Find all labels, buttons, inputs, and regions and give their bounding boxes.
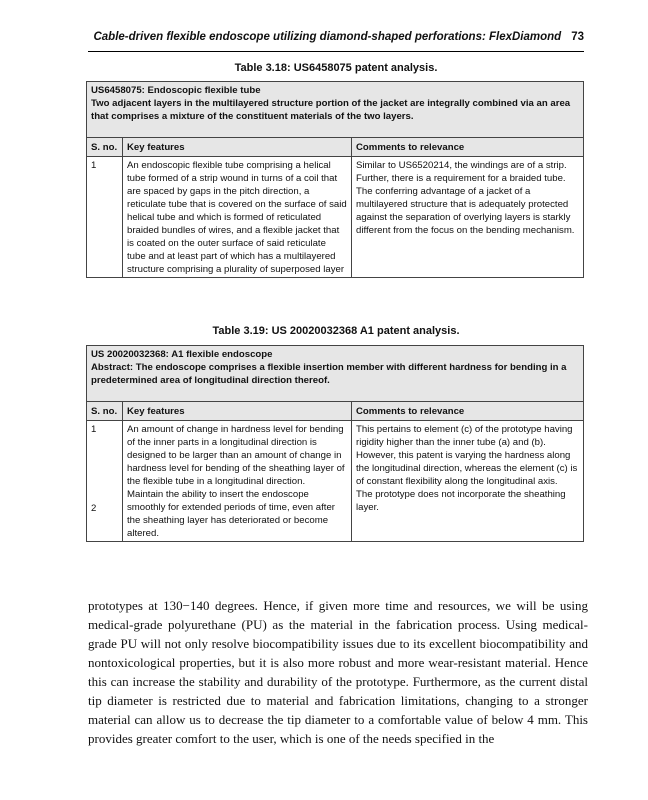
patent-title: US 20020032368: A1 flexible endoscope <box>91 349 273 360</box>
row-1-features: An amount of change in hardness level for bending of the inner parts in a longitudinal direction is designed to be larger than an amount of change in hardness level for bending of the sheathing layer of the flexible tube in a longitudinal direction. <box>127 424 345 487</box>
table-3-19-caption: Table 3.19: US 20020032368 A1 patent analysis. <box>212 325 460 337</box>
row-comments <box>352 421 584 542</box>
running-title: Cable-driven flexible endoscope utilizing diamond-shaped perforations: FlexDiamond <box>93 31 562 43</box>
running-header <box>88 31 584 52</box>
row-sno: 1 <box>87 157 123 278</box>
col-header-comments: Comments to relevance <box>352 402 584 421</box>
table-title-cell <box>87 346 584 402</box>
row-1-sno: 1 <box>91 424 97 435</box>
row-comments: Similar to US6520214, the windings are of a strip. Further, there is a requirement for a braided tube. The conferring advantage of a jacket of a multilayered structure that is adequately protected against the separation of overlying layers is starkly different from the focus on the bending mechanism. <box>352 157 584 278</box>
page-number: 73 <box>571 31 584 43</box>
table-title-row <box>87 82 584 138</box>
column-header-row <box>87 402 584 421</box>
table-row <box>87 421 584 542</box>
col-header-comments: Comments to relevance <box>352 138 584 157</box>
row-2-sno: 2 <box>91 503 97 514</box>
body-paragraph: prototypes at 130−140 degrees. Hence, if given more time and resources, we will be using medical-grade polyurethane (PU) as the material in the fabrication process. Using medical-grade PU will not only resolve biocompatibility issues due to its excellent biocompatibility and nontoxicological properties, but it is also more robust and more wear-resistant material. Hence this can increase the stability and durability of the prototype. Furthermore, as the current distal tip diameter is restricted due to material and fabrication limitations, changing to a stronger material can allow us to decrease the tip diameter to a comfortable value of below 4 mm. This provides greater comfort to the user, which is one of the needs specified in the <box>88 598 588 746</box>
patent-summary: Abstract: The endoscope comprises a flexible insertion member with different hardness for bending in a predetermined area of longitudinal direction thereof. <box>91 362 567 386</box>
row-2-comments: The prototype does not incorporate the sheathing layer. <box>356 489 566 513</box>
col-header-sno: S. no. <box>87 402 123 421</box>
row-features: An endoscopic flexible tube comprising a helical tube formed of a strip wound in turns of a coil that are spaced by gaps in the pitch direction, a reticulate tube that is covered on the surface of said helical tube and which is formed of reticulated braided bundles of wires, and a flexible jacket that is coated on the outer surface of said reticulate tube and at least part of which has a multilayered structure comprising a plurality of superposed layer <box>123 157 352 278</box>
col-header-sno: S. no. <box>87 138 123 157</box>
patent-summary: Two adjacent layers in the multilayered structure portion of the jacket are integrally combined via an area that comprises a mixture of the constituent materials of the two layers. <box>91 98 571 122</box>
row-2-features: Maintain the ability to insert the endoscope smoothly for extended periods of time, even after the sheathing layer has deteriorated or become altered. <box>127 489 335 539</box>
table-title-cell <box>87 82 584 138</box>
patent-table-us20020032368 <box>86 345 584 542</box>
row-1-comments: This pertains to element (c) of the prototype having rigidity higher than the inner tube (a) and (b). However, this patent is varying the hardness along the longitudinal direction, whereas the element (c) is of constant flexibility along the longitudinal axis. <box>356 424 578 487</box>
table-3-18-caption: Table 3.18: US6458075 patent analysis. <box>234 62 438 74</box>
col-header-features: Key features <box>123 138 352 157</box>
patent-table-us6458075 <box>86 81 584 278</box>
col-header-features: Key features <box>123 402 352 421</box>
table-row <box>87 157 584 278</box>
row-features <box>123 421 352 542</box>
column-header-row <box>87 138 584 157</box>
table-title-row <box>87 346 584 402</box>
row-sno <box>87 421 123 542</box>
patent-title: US6458075: Endoscopic flexible tube <box>91 85 261 96</box>
